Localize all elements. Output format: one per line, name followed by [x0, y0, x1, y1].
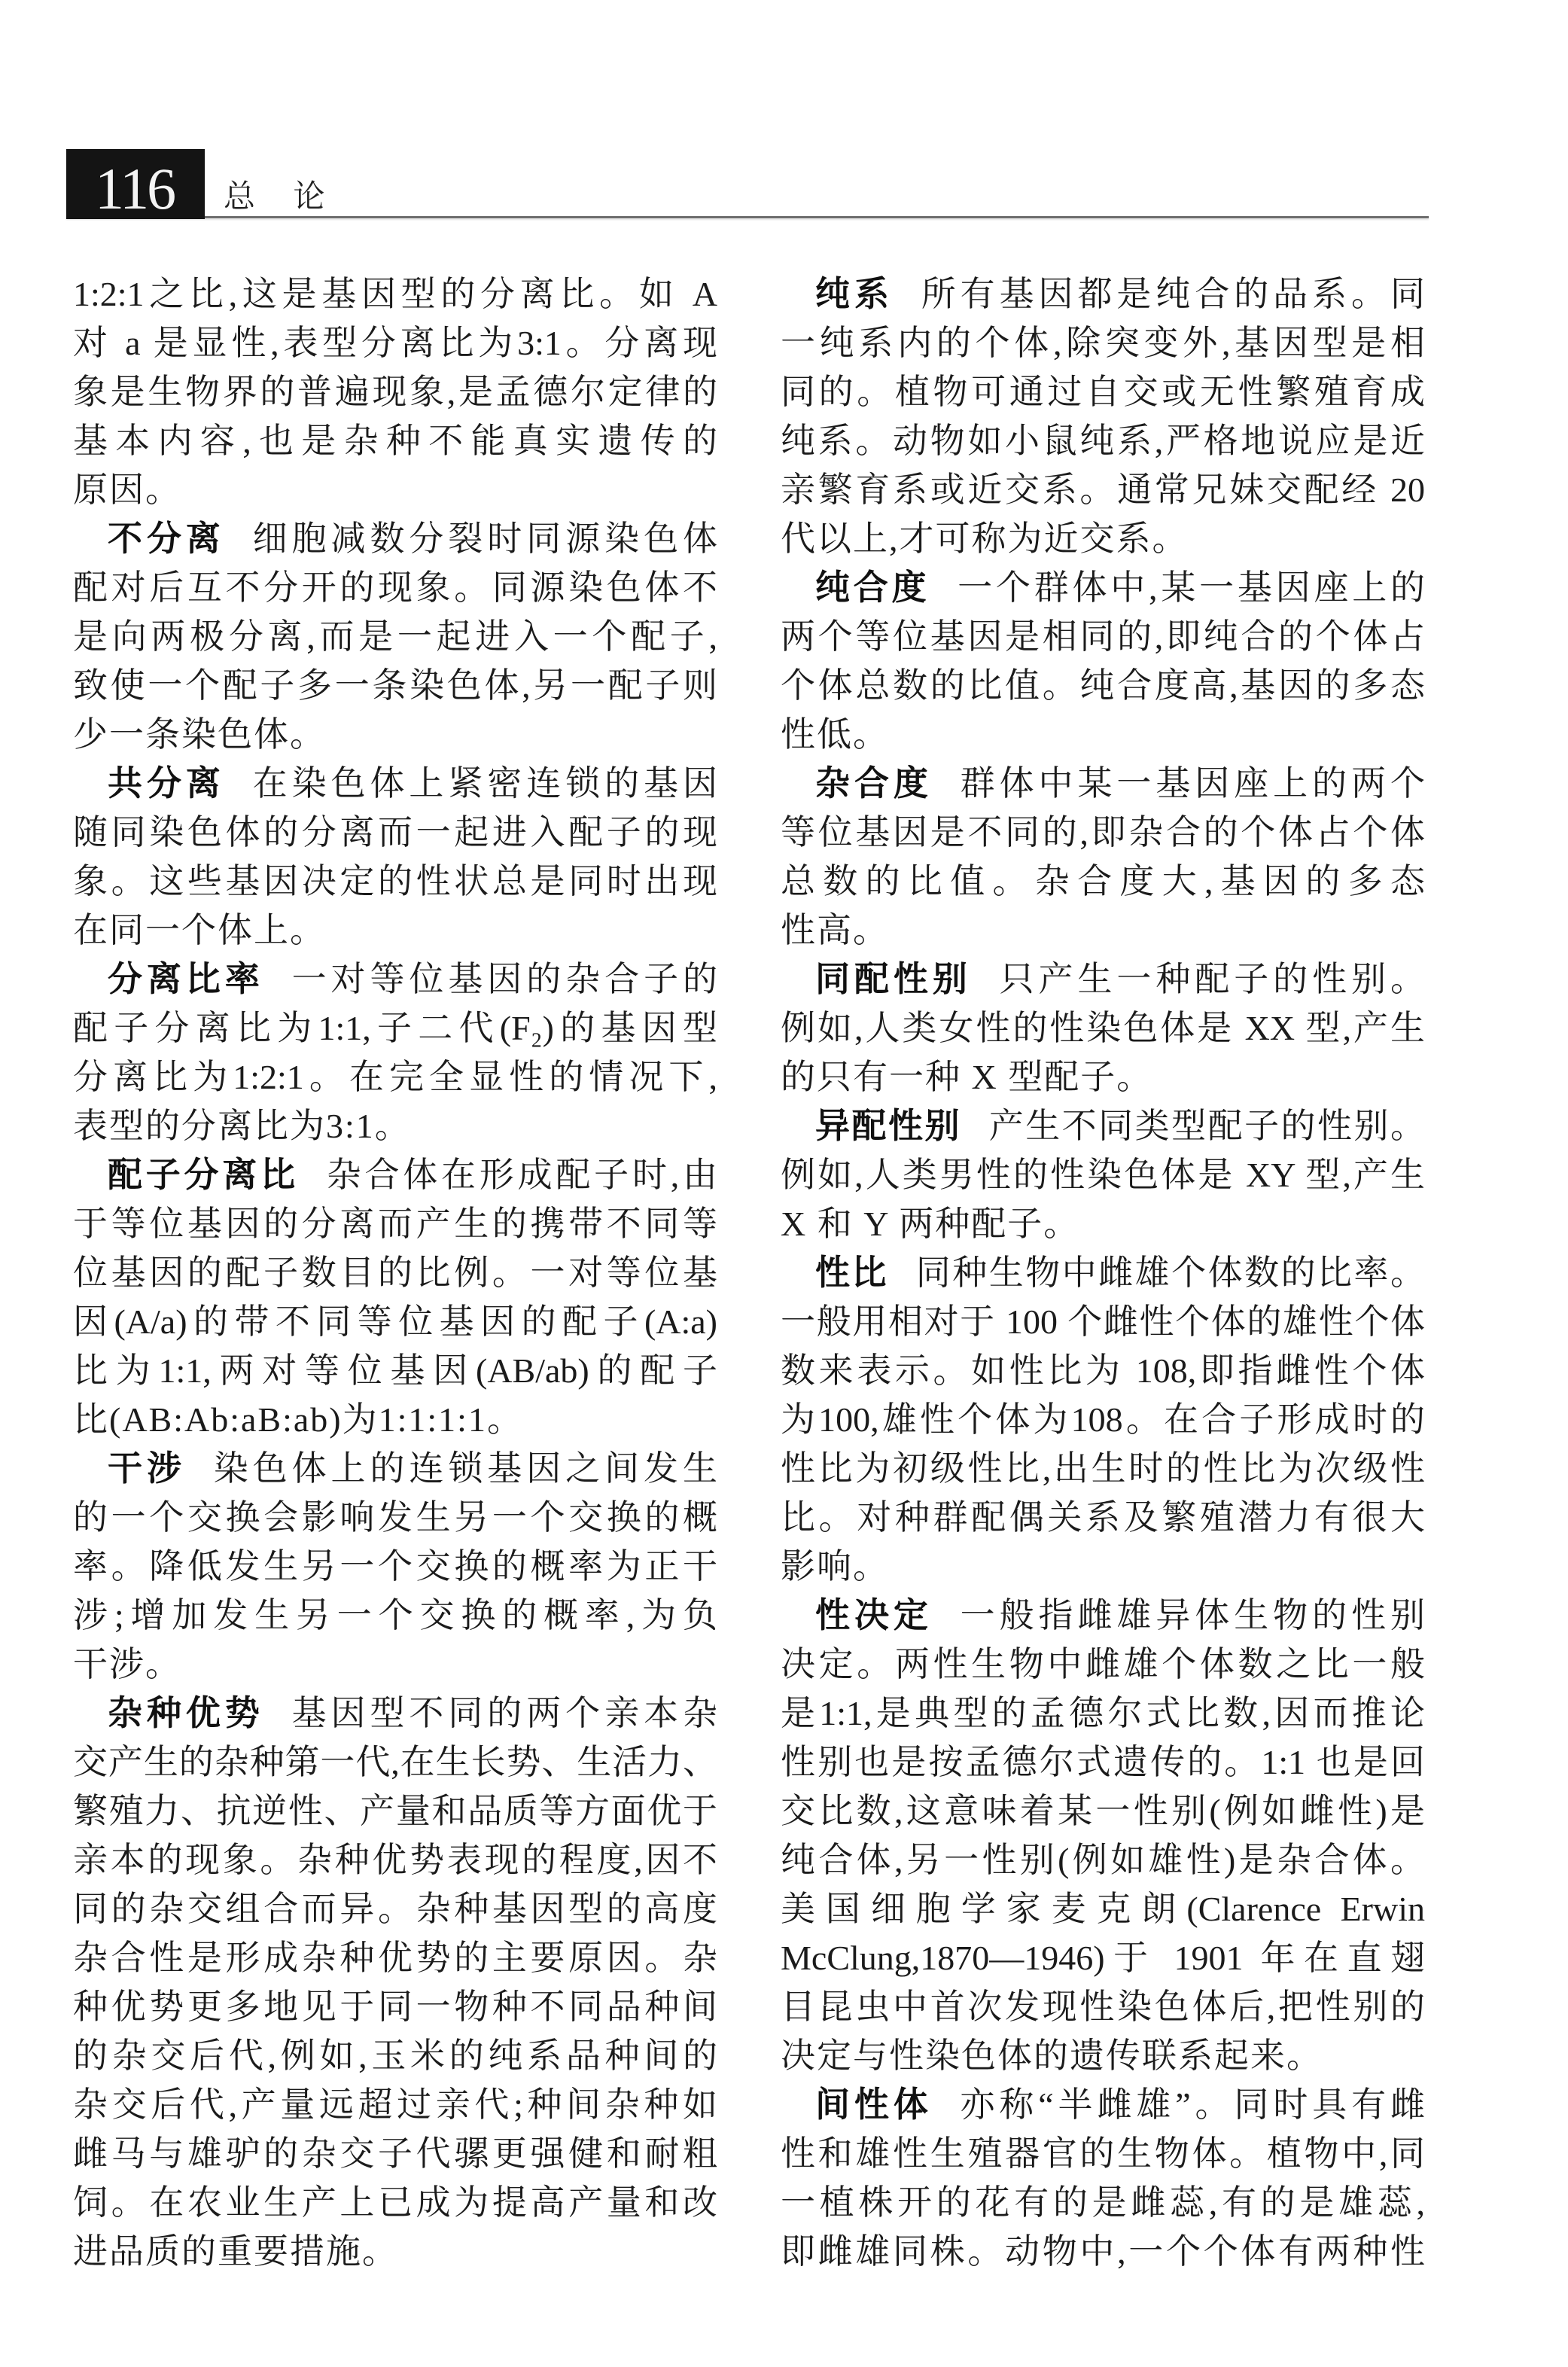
text-line: 数来表示。如性比为 108,即指雌性个体: [781, 1351, 1425, 1390]
entry-term: 干涉: [108, 1448, 186, 1488]
text-line: 是1:1,是典型的孟德尔式比数,因而推论: [781, 1694, 1425, 1732]
text-line: 致使一个配子多一条染色体,另一配子则: [73, 666, 717, 705]
definition-text: 在染色体上紧密连锁的基因: [252, 764, 718, 803]
text-line: 性低。: [781, 715, 889, 754]
entry-interference: [73, 1444, 717, 1689]
entry-first-line: [781, 270, 1425, 318]
text-line: 亲本的现象。杂种优势表现的程度,因不: [73, 1841, 717, 1879]
text-line: 原因。: [73, 471, 181, 509]
definition-text: 一对等位基因的杂合子的: [291, 960, 718, 998]
entry-heterosis: [73, 1689, 717, 2276]
entry-first-line: [781, 2080, 1425, 2129]
entry-first-line: [73, 1444, 717, 1493]
definition-text: 产生不同类型配子的性别。: [988, 1107, 1426, 1145]
entry-term: 纯合度: [815, 567, 930, 608]
text-line: 同的杂交组合而异。杂种基因型的高度: [73, 1890, 717, 1928]
text-line: 纯系。动物如小鼠纯系,严格地说应是近: [781, 422, 1425, 460]
entry-intersex: [781, 2080, 1425, 2276]
definition-text: 基因型不同的两个亲本杂: [291, 1694, 718, 1732]
entry-heterozygosity: [781, 759, 1425, 955]
text-line: 进品质的重要措施。: [73, 2232, 398, 2271]
text-line: 个体总数的比值。纯合度高,基因的多态: [781, 666, 1425, 705]
text-line: 分离比为1:2:1。在完全显性的情况下,: [73, 1058, 717, 1096]
text-line: 性比为初级性比,出生时的性比为次级性: [781, 1449, 1425, 1488]
right-column: [781, 270, 1425, 2276]
entry-term: 杂合度: [815, 763, 933, 803]
entry-term: 异配性别: [815, 1105, 961, 1146]
text-line: 为100,雄性个体为108。在合子形成时的: [781, 1400, 1425, 1439]
text-line: 例如,人类女性的性染色体是 XX 型,产生: [781, 1009, 1425, 1047]
text-line: 对 a 是显性,表型分离比为3:1。分离现: [73, 324, 717, 362]
text-line: 决定。两性生物中雌雄个体数之比一般: [781, 1645, 1425, 1683]
text-line: 配对后互不分开的现象。同源染色体不: [73, 568, 717, 607]
text-line: 干涉。: [73, 1645, 181, 1683]
text-line: 表型的分离比为3:1。: [73, 1107, 411, 1145]
text-line: 美国细胞学家麦克朗(Clarence Erwin: [781, 1890, 1425, 1928]
text-line: 基本内容,也是杂种不能真实遗传的: [73, 422, 717, 460]
text-line: 例如,人类男性的性染色体是 XY 型,产生: [781, 1156, 1425, 1194]
entry-first-line: [781, 955, 1425, 1004]
text-line: 即雌雄同株。动物中,一个个体有两种性: [781, 2232, 1425, 2271]
text-line: 雌马与雄驴的杂交子代骡更强健和耐粗: [73, 2134, 717, 2173]
entry-term: 配子分离比: [108, 1154, 299, 1195]
entry-term: 共分离: [108, 763, 225, 803]
entry-segregation-ratio: [73, 955, 717, 1150]
entry-term: 同配性别: [815, 958, 972, 999]
page-number-box: [66, 149, 205, 219]
definition-text: 同种生物中雌雄个体数的比率。: [915, 1254, 1426, 1292]
definition-text: 所有基因都是纯合的品系。同: [921, 275, 1426, 313]
entry-first-line: [781, 1248, 1425, 1297]
text-line: 亲繁育系或近交系。通常兄妹交配经 20: [781, 471, 1425, 509]
definition-text: 一个群体中,某一基因座上的: [958, 568, 1426, 607]
text-line: 的只有一种 X 型配子。: [781, 1058, 1153, 1096]
text-line: 交产生的杂种第一代,在生长势、生活力、: [73, 1743, 717, 1781]
entry-first-line: [781, 759, 1425, 808]
entry-term: 不分离: [108, 518, 225, 559]
text-line: 性高。: [781, 911, 889, 949]
entry-sex-determination: [781, 1591, 1425, 2080]
header-rule: [66, 216, 1429, 218]
text-line: 等位基因是不同的,即杂合的个体占个体: [781, 813, 1425, 851]
entry-first-line: [73, 1150, 717, 1199]
entry-heterogametic-sex: [781, 1101, 1425, 1248]
definition-text: 亦称“半雌雄”。同时具有雌: [960, 2085, 1425, 2124]
entry-homozygosity: [781, 563, 1425, 759]
text-line: 少一条染色体。: [73, 715, 326, 754]
text-line: 总数的比值。杂合度大,基因的多态: [781, 862, 1425, 900]
entry-term: 分离比率: [108, 958, 264, 999]
entry-gametic-ratio: [73, 1150, 717, 1444]
entry-term: 纯系: [815, 273, 894, 314]
text-line: 两个等位基因是相同的,即纯合的个体占: [781, 617, 1425, 656]
text-line: 因(A/a)的带不同等位基因的配子(A:a): [73, 1302, 717, 1341]
entry-nondisjunction: [73, 514, 717, 759]
text-line: 一般用相对于 100 个雌性个体的雄性个体: [781, 1302, 1425, 1341]
entry-term: 性决定: [815, 1595, 933, 1635]
text-line: X 和 Y 两种配子。: [781, 1205, 1080, 1243]
entry-term: 性比: [815, 1252, 888, 1293]
text-line: 繁殖力、抗逆性、产量和品质等方面优于: [73, 1792, 717, 1830]
text-line: 涉;增加发生另一个交换的概率,为负: [73, 1596, 717, 1634]
text-line: 种优势更多地见于同一物种不同品种间: [73, 1988, 717, 2026]
entry-first-line: [73, 759, 717, 808]
text-line: 代以上,才可称为近交系。: [781, 519, 1189, 558]
text-line: 比。对种群配偶关系及繁殖潜力有很大: [781, 1498, 1425, 1537]
page-number: 116: [95, 156, 175, 221]
entry-pure-line: [781, 270, 1425, 563]
text-line: 配子分离比为1:1,子二代(F₂)的基因型: [73, 1009, 717, 1047]
entry-first-line: [781, 1101, 1425, 1150]
text-line: 性和雄性生殖器官的生物体。植物中,同: [781, 2134, 1425, 2173]
text-line: 位基因的配子数目的比例。一对等位基: [73, 1254, 717, 1292]
entry-term: 杂种优势: [108, 1692, 264, 1733]
text-line: 随同染色体的分离而一起进入配子的现: [73, 813, 717, 851]
text-line: McClung,1870—1946)于 1901 年在直翅: [781, 1939, 1425, 1977]
definition-text: 群体中某一基因座上的两个: [960, 764, 1426, 803]
definition-text: 一般指雌雄异体生物的性别: [960, 1596, 1426, 1634]
text-line: 影响。: [781, 1547, 889, 1586]
entry-first-line: [73, 955, 717, 1004]
text-line: 于等位基因的分离而产生的携带不同等: [73, 1205, 717, 1243]
text-line: 一纯系内的个体,除突变外,基因型是相: [781, 324, 1425, 362]
text-line: 1:2:1之比,这是基因型的分离比。如 A: [73, 275, 717, 313]
entry-term: 间性体: [815, 2084, 933, 2125]
entry-first-line: [781, 563, 1425, 612]
text-line: 性别也是按孟德尔式遗传的。1:1 也是回: [781, 1743, 1425, 1781]
text-line: 杂交后代,产量远超过亲代;种间杂种如: [73, 2085, 717, 2124]
text-line: 率。降低发生另一个交换的概率为正干: [73, 1547, 717, 1586]
text-line: 决定与性染色体的遗传联系起来。: [781, 2036, 1323, 2075]
entry-first-line: [781, 1591, 1425, 1640]
section-title: 总 论: [224, 180, 325, 215]
text-line: 在同一个体上。: [73, 911, 326, 949]
definition-text: 染色体上的连锁基因之间发生: [213, 1449, 718, 1488]
definition-text: 杂合体在形成配子时,由: [326, 1156, 718, 1194]
entry-first-line: [73, 514, 717, 563]
text-line: 象是生物界的普遍现象,是孟德尔定律的: [73, 373, 717, 411]
text-line: 目昆虫中首次发现性染色体后,把性别的: [781, 1988, 1425, 2026]
text-line: 交比数,这意味着某一性别(例如雌性)是: [781, 1792, 1425, 1830]
text-line: 杂合性是形成杂种优势的主要原因。杂: [73, 1939, 717, 1977]
text-line: 比为1:1,两对等位基因(AB/ab)的配子: [73, 1351, 717, 1390]
definition-text: 细胞减数分裂时同源染色体: [252, 519, 718, 558]
text-line: 同的。植物可通过自交或无性繁殖育成: [781, 373, 1425, 411]
entry-segregation-continued: [73, 270, 717, 514]
entry-first-line: [73, 1689, 717, 1738]
entry-cosegregation: [73, 759, 717, 955]
left-column: [73, 270, 717, 2276]
text-line: 纯合体,另一性别(例如雄性)是杂合体。: [781, 1841, 1425, 1879]
text-line: 象。这些基因决定的性状总是同时出现: [73, 862, 717, 900]
entry-homogametic-sex: [781, 955, 1425, 1101]
text-line: 一植株开的花有的是雌蕊,有的是雄蕊,: [781, 2183, 1425, 2222]
definition-text: 只产生一种配子的性别。: [999, 960, 1426, 998]
text-line: 的一个交换会影响发生另一个交换的概: [73, 1498, 717, 1537]
text-line: 比(AB:Ab:aB:ab)为1:1:1:1。: [73, 1400, 523, 1439]
text-line: 的杂交后代,例如,玉米的纯系品种间的: [73, 2036, 717, 2075]
text-line: 饲。在农业生产上已成为提高产量和改: [73, 2183, 717, 2222]
text-line: 是向两极分离,而是一起进入一个配子,: [73, 617, 717, 656]
entry-sex-ratio: [781, 1248, 1425, 1591]
